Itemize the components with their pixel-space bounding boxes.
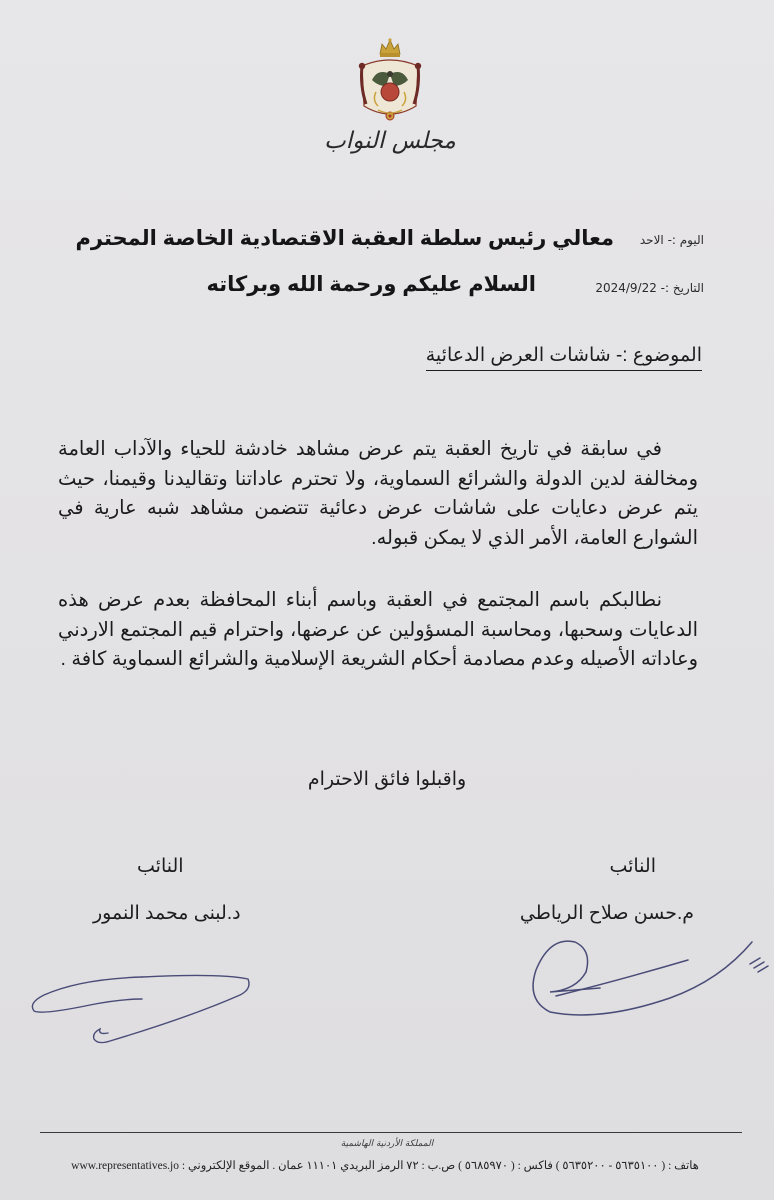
- recipient-heading: معالي رئيس سلطة العقبة الاقتصادية الخاصة المحترم: [75, 227, 614, 250]
- footer-kingdom-label: المملكة الأردنية الهاشمية: [340, 1139, 434, 1149]
- greeting-heading: السلام عليكم ورحمة الله وبركاته: [206, 273, 536, 296]
- signature-1-icon: [520, 930, 774, 1025]
- date-label: التاريخ :- 2024/9/22: [595, 281, 704, 295]
- signatory-1-title: النائب: [609, 856, 656, 877]
- signatory-1-name: م.حسن صلاح الرياطي: [519, 903, 694, 924]
- signatory-2-title: النائب: [137, 856, 184, 877]
- signature-2-icon: [20, 955, 260, 1045]
- subject-line: الموضوع :- شاشات العرض الدعائية: [426, 344, 702, 371]
- footer-website-link[interactable]: www.representatives.jo: [71, 1160, 179, 1172]
- closing-line: واقبلوا فائق الاحترام: [307, 769, 467, 790]
- jordan-coat-of-arms-icon: [352, 36, 428, 132]
- body-paragraph-1-text: في سابقة في تاريخ العقبة يتم عرض مشاهد خادشة للحياء والآداب العامة ومخالفة لدين الدولة والشرائع السماوية، ولا تحترم عاداتنا وتقاليدنا وقيمنا، حيث يتم عرض دعايات على شاشات عرض دعائية تتضمن مشاهد شبه عارية في الشوارع العامة، الأمر الذي لا يمكن قبوله.: [58, 438, 698, 549]
- signatory-2-name: د.لبنى محمد النمور: [93, 903, 241, 924]
- body-paragraph-2: [58, 586, 698, 675]
- footer-divider: [40, 1132, 742, 1133]
- council-name: مجلس النواب: [324, 128, 456, 154]
- day-label: اليوم :- الاحد: [639, 233, 704, 247]
- body-paragraph-1: [58, 435, 698, 553]
- body-paragraph-2-text: نطالبكم باسم المجتمع في العقبة وباسم أبناء المحافظة بعدم عرض هذه الدعايات وسحبها، ومحاسبة المسؤولين عن عرضها، واحترام قيم المجتمع الاردني وعاداته الأصيله وعدم مصادمة أحكام الشريعة الإسلامية والشرائع السماوية كافة .: [58, 589, 698, 670]
- footer-contact: [60, 1158, 710, 1172]
- footer-contact-details: هاتف : ( ٥٦٣٥١٠٠ - ٥٦٣٥٢٠٠ ) فاكس : ( ٥٦٨٥٩٧٠ ) ص.ب : ٧٢ الرمز البريدي ١١١٠١ عمان . الموقع الإلكتروني :: [181, 1160, 699, 1172]
